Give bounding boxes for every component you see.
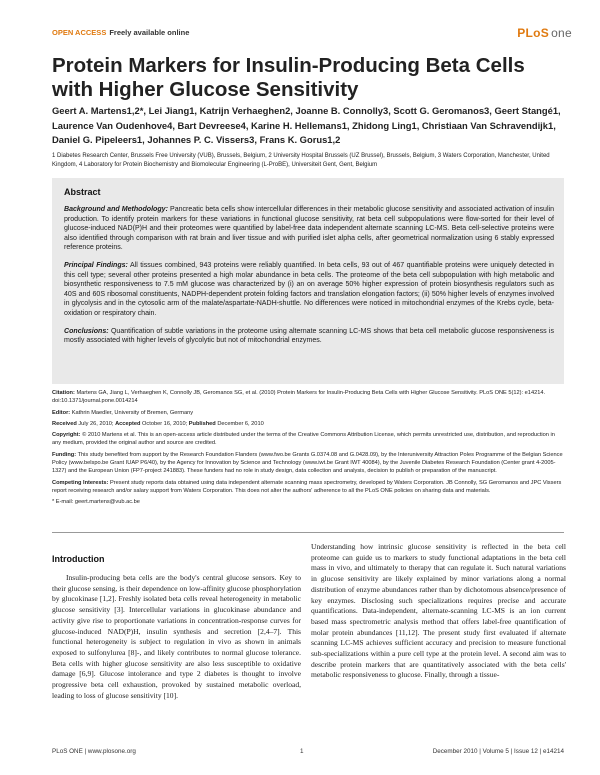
free-online-label: Freely available online [109,28,190,37]
abstract-box [52,178,564,384]
footer-issue: December 2010 | Volume 5 | Issue 12 | e14214 [432,748,564,755]
logo-one-text: one [551,26,572,40]
background-text: Pancreatic beta cells show intercellular differences in their metabolic glucose sensitivity and associated activation of insulin production. To identify protein markers for these variations in functional glucose sensitivity, rat beta cell subpopulations were flow-sorted for their level of glucose-induced NAD(P)H and their proteomes were quantified by label-free data independent alternate scanning LC-MS. Beta cell-selective proteins were also identified through comparison with rat brain and liver tissue and with purified islet alpha cells, after geometrical normalization using 6 stably expressed reference proteins. [64,206,554,252]
journal-header [52,26,572,42]
body-left-column [52,542,301,701]
competing-label: Competing Interests: [52,479,109,486]
copyright [52,431,564,448]
logo-plos-text: PLoS [517,26,550,40]
corresponding-email: * E-mail: geert.martens@vub.ac.be [52,499,140,506]
published-date: December 6, 2010 [217,420,264,427]
citation-text: Martens GA, Jiang L, Verhaeghen K, Connolly JB, Geromanos SG, et al. (2010) Protein Markers for Insulin-Producing Beta Cells with Higher Glucose Sensitivity. PLoS ONE 5(12): e14214. doi:10.1371/journal.pone.0014214 [52,390,546,405]
footer-page-number: 1 [300,748,304,755]
section-divider [52,532,564,533]
open-access-label: OPEN ACCESS [52,28,107,37]
accepted-label: Accepted [115,420,141,427]
funding [52,451,564,476]
body-right-column [311,542,566,681]
article-metadata [52,389,564,510]
conclusions-text: Quantification of subtle variations in the proteome using alternate scanning LC-MS shows that beta cell metabolic glucose responsiveness is mostly associated with higher levels of glycolytic but not of mitochondrial enzymes. [64,327,554,345]
published-label: Published [188,420,216,427]
received-label: Received [52,420,77,427]
findings-text: All tissues combined, 943 proteins were reliably quantified. In beta cells, 93 out of 467 quantifiable proteins were uniquely detected in this cell type; several other proteins presented a high molar abundance in beta cells. The proteome of the beta cell subpopulation with high metabolic and biosynthetic responsiveness to 7.5 mM glucose was characterized by (i) an on average 50% higher expression of protein biosynthesis regulators such as 40S and 60S ribosomal constituents, NADPH-dependent protein folding factors and translation elongation factors; (ii) 50% higher levels of enzymes involved in glycolysis and in the cytosolic arm of the malate/aspartate-NADH-shuttle. No differences were noticed in mitochondrial enzymes of the Krebs cycle, beta-oxidation or respiratory chain. [64,261,554,317]
findings-label: Principal Findings: [64,261,128,269]
editor-text: Kathrin Maedler, University of Bremen, Germany [71,409,194,416]
funding-text: This study benefited from support by the Research Foundation Flanders (www.fwo.be Grants G.0374.08 and G.0428.09), by the Interuniversity Attraction Poles Programme of the Belgian Science Policy (www.belspo.be Grant IUAP P6/40), by the Agency for Innovation by Science and Technology (www.iwt.be Grant IWT 40084), by the Juvenile Diabetes Research Foundation (Center grant 4-2005-1327) and the European Union (FP7-project 241883). These funders had no role in study design, data collection and analysis, decision to publish or preparation of the manuscript. [52,451,563,475]
funding-label: Funding: [52,451,77,458]
introduction-paragraph-1: Insulin-producing beta cells are the body's central glucose sensors. Key to their glucose sensing, is their dependence on low-affinity glucose phosphorylation by glucokinase [1,2]. Freshly isolated beta cells reveal heterogeneity in metabolic glucose sensitivity [3]. Intercellular variations in glucokinase abundance and activity give rise to proportionate variations in concentration-response curves for glucose-induced NAD(P)H, insulin synthesis and secretion [2,4–7]. This functional heterogeneity is subject to regulation in vivo as shown in animals exposed to sulfonylurea [8]-, and likely contributes to normal glucose tolerance. Beta cells with higher glucose sensitivity are also less susceptible to oxidative damage [6,9]. Glucose intolerance and type 2 diabetes is thought to involve progressive beta cell exhaustion, provoked by sustained metabolic overload, leading to loss of glucose sensitivity [10]. [52,573,301,700]
footer-journal: PLoS ONE | www.plosone.org [52,748,136,755]
page-footer [52,748,564,760]
editor [52,409,564,417]
dates [52,420,564,428]
article-title: Protein Markers for Insulin-Producing Beta Cells with Higher Glucose Sensitivity [52,54,525,101]
background-label: Background and Methodology: [64,206,168,213]
copyright-label: Copyright: [52,432,81,439]
editor-label: Editor: [52,409,71,416]
conclusions-label: Conclusions: [64,327,109,335]
competing-interests [52,479,564,496]
copyright-text: © 2010 Martens et al. This is an open-access article distributed under the terms of the Creative Commons Attribution License, which permits unrestricted use, distribution, and reproduction in any medium, provided the original author and source are credited. [52,432,555,447]
author-list: Geert A. Martens1,2*, Lei Jiang1, Katrijn Verhaeghen2, Joanne B. Connolly3, Scott G. Geromanos3, Geert Stangé1, Laurence Van Oudenhove4, Bart Devreese4, Karine H. Hellemans1, Zhidong Ling1, Christiaan Van Schravendijk1, Daniel G. Pipeleers1, Johannes P. C. Vissers3, Frans K. Gorus1,2 [52,105,561,145]
accepted-date: October 16, 2010; [142,420,188,427]
introduction-heading: Introduction [52,554,105,564]
abstract-conclusions [64,327,554,346]
received-date: July 26, 2010; [78,420,114,427]
competing-text: Present study reports data obtained using data independent alternate scanning mass spectrometry, developed by Waters Corporation. JB Connolly, SG Geromanos and JPC Vissers report receiving research and/or salary support from Waters Corporation. This does not alter the authors' adherence to all the PLoS ONE policies on sharing data and materials. [52,479,562,494]
plos-one-logo [517,26,572,40]
affiliations: 1 Diabetes Research Center, Brussels Free University (VUB), Brussels, Belgium, 2 University Hospital Brussels (UZ Brussel), Brussels, Belgium, 3 Waters Corporation, Manchester, United Kingdom, 4 Laboratory for Protein Biochemistry and Biomolecular Engineering (L-ProBE), Universiteit Gent, Gent, Belgium [52,153,550,168]
citation-label: Citation: [52,390,75,396]
abstract-findings [64,261,554,319]
citation [52,389,564,406]
abstract-background [64,205,554,253]
open-access-banner [52,28,189,37]
introduction-paragraph-2: Understanding how intrinsic glucose sensitivity is reflected in the beta cell proteome can guide us to markers to study functional adaptations in the beta cell mass in vivo, and ultimately to therapy that can regulate it. Such natural variations in glucose sensitivity are likely explained by minor variations along a normal distribution of enzyme abundances rather than by dichotomous absence/presence of key enzymes. Disclosing such specializations requires precise and accurate quantifications. Data-independent, alternate-scanning LC-MS is an ion current based mass spectrometric analysis method that offers label-free quantification of molar protein abundances [11,12]. The present study first evaluated if alternate scanning LC-MS achieves sufficient accuracy and precision to measure functional sub-specializations within a pure cell type at the protein level. A second aim was to describe protein markers that are quantitatively associated with the beta cells' metabolic responsiveness to glucose. Finally, through a tissue- [311,542,566,680]
abstract-heading: Abstract [64,187,101,197]
